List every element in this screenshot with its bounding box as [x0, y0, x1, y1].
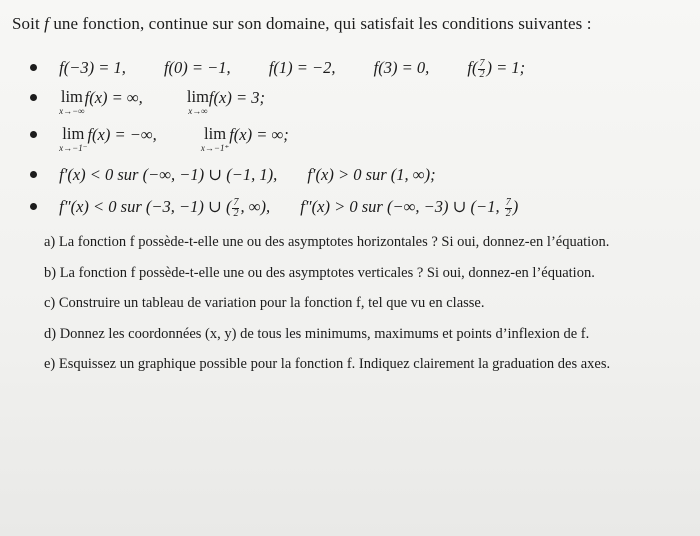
first-derivative-positive: f′(x) > 0 sur (1, ∞);: [307, 165, 436, 184]
question-d: d) Donnez les coordonnées (x, y) de tous les minimums, maximums et points d’inflexion de f.: [44, 326, 590, 342]
condition-first-derivative: [30, 165, 436, 185]
limit-left-minus-one: lim x→−1⁻: [59, 124, 88, 153]
bullet-icon: [30, 64, 37, 71]
second-derivative-positive: f″(x) > 0 sur (−∞, −3) ∪ (−1, $\frac{7}{2}$ ): [300, 196, 519, 219]
value-f-minus-3: f(−3) = 1,: [59, 58, 126, 77]
condition-second-derivative: [30, 197, 518, 219]
question-c: c) Construire un tableau de variation pour la fonction f, tel que vu en classe.: [44, 295, 485, 311]
value-f-1: f(1) = −2,: [268, 58, 336, 77]
fraction-7-2: $\frac{7}{2}$: [233, 196, 239, 219]
fraction-7-2: $\frac{7}{2}$: [479, 57, 485, 80]
question-b: b) La fonction f possède-t-elle une ou des asymptotes verticales ? Si oui, donnez-en l’équation.: [44, 265, 595, 281]
limit-plus-infinity-expression: f(x) = 3;: [208, 88, 265, 107]
question-e: e) Esquissez un graphique possible pour la fonction f. Indiquez clairement la graduation des axes.: [44, 356, 611, 372]
second-derivative-negative: f″(x) < 0 sur (−3, −1) ∪ ( $\frac{7}{2}$ , ∞),: [59, 196, 271, 219]
limit-minus-infinity-expression: f(x) = ∞,: [84, 88, 143, 107]
first-derivative-negative: f′(x) < 0 sur (−∞, −1) ∪ (−1, 1),: [59, 165, 278, 184]
value-f-0: f(0) = −1,: [163, 58, 231, 77]
limit-left-minus-one-expression: f(x) = −∞,: [87, 125, 157, 144]
intro-end: une fonction, continue sur son domaine, qui satisfait les conditions suivantes :: [48, 14, 592, 33]
intro-start: Soit: [12, 14, 45, 33]
bullet-icon: [30, 94, 37, 101]
limit-right-minus-one-expression: f(x) = ∞;: [229, 125, 289, 144]
limit-minus-infinity: lim x→−∞: [59, 87, 85, 116]
value-f-7-2: f( $\frac{7}{2}$ ) = 1;: [467, 57, 526, 80]
intro-function-symbol: f: [44, 14, 49, 33]
fraction-7-2: $\frac{7}{2}$: [505, 196, 511, 219]
value-f-3: f(3) = 0,: [373, 58, 430, 77]
condition-limits-infinity: [30, 88, 265, 116]
limit-right-minus-one: lim x→−1⁺: [200, 124, 230, 153]
intro-text: [12, 14, 592, 34]
question-a: a) La fonction f possède-t-elle une ou des asymptotes horizontales ? Si oui, donnez-en l’équation.: [44, 234, 610, 250]
condition-values: [30, 58, 525, 80]
bullet-icon: [30, 131, 37, 138]
limit-plus-infinity: lim x→∞: [186, 87, 209, 116]
condition-limits-minus-one: [30, 125, 289, 153]
bullet-icon: [30, 203, 37, 210]
bullet-icon: [30, 171, 37, 178]
